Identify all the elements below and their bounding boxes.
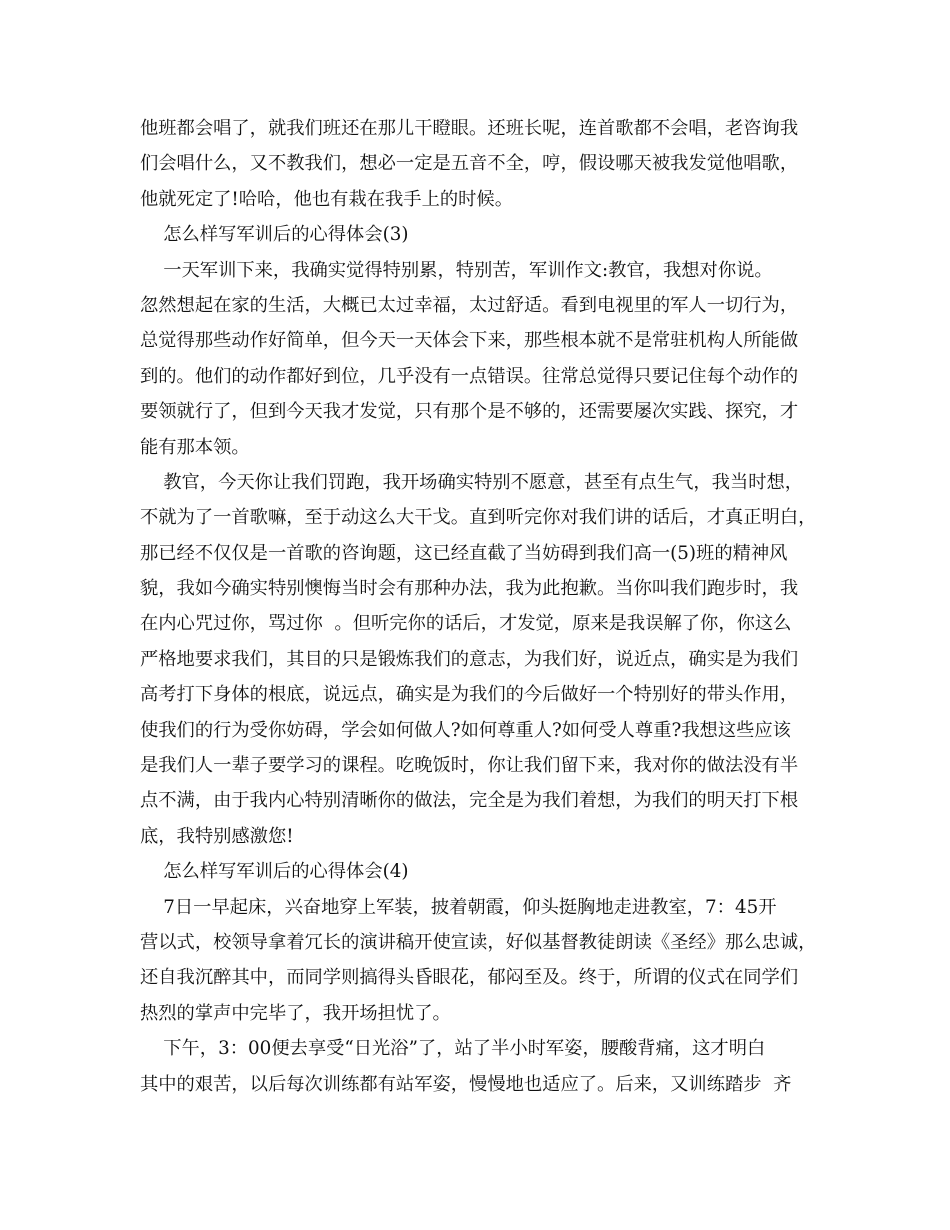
text-line: 是我们人一辈子要学习的课程。吃晚饭时，你让我们留下来，我对你的做法没有半 [140, 755, 799, 777]
text-line: 们会唱什么，又不教我们，想必一定是五音不全，哼，假设哪天被我发觉他唱歌， [140, 153, 799, 175]
text-line: 底，我特别感激您! [140, 825, 294, 847]
text-line: 教官，今天你让我们罚跑，我开场确实特别不愿意，甚至有点生气，我当时想， [140, 471, 804, 493]
text-line: 高考打下身体的根底，说远点，确实是为我们的今后做好一个特别好的带头作用， [140, 684, 799, 706]
text-line: 要领就行了，但到今天我才发觉，只有那个是不够的，还需要屡次实践、探究，才 [140, 401, 799, 423]
text-line: 一天军训下来，我确实觉得特别累，特别苦，军训作文:教官，我想对你说。 [140, 259, 773, 281]
section-heading: 怎么样写军训后的心得体会(4) [140, 861, 409, 883]
text-line: 营以式，校领导拿着冗长的演讲稿开使宣读，好似基督教徒朗读《圣经》那么忠诚， [140, 931, 817, 953]
text-line: 其中的艰苦，以后每次训练都有站军姿，慢慢地也适应了。后来，又训练踏步 齐 [140, 1073, 792, 1095]
text-line: 到的。他们的动作都好到位，几乎没有一点错误。往常总觉得只要记住每个动作的 [140, 365, 799, 387]
text-line: 能有那本领。 [140, 436, 250, 458]
text-line: 貌，我如今确实特别懊悔当时会有那种办法，我为此抱歉。当你叫我们跑步时，我 [140, 578, 799, 600]
section-heading: 怎么样写军训后的心得体会(3) [140, 224, 409, 246]
text-line: 下午，3：00便去享受“日光浴”了，站了半小时军姿，腰酸背痛，这才明白 [140, 1038, 766, 1060]
text-line: 他就死定了!哈哈，他也有栽在我手上的时候。 [140, 188, 513, 210]
text-line: 他班都会唱了，就我们班还在那儿干瞪眼。还班长呢，连首歌都不会唱，老咨询我 [140, 118, 799, 139]
text-line: 还自我沉醉其中，而同学则搞得头昏眼花，郁闷至及。终于，所谓的仪式在同学们 [140, 967, 799, 989]
text-line: 总觉得那些动作好简单，但今天一天体会下来，那些根本就不是常驻机构人所能做 [140, 330, 799, 352]
text-line: 7日一早起床，兴奋地穿上军装，披着朝霞，仰头挺胸地走进教室，7：45开 [140, 896, 777, 918]
text-line: 严格地要求我们，其目的只是锻炼我们的意志，为我们好，说近点，确实是为我们 [140, 648, 799, 670]
text-line: 使我们的行为受你妨碍，学会如何做人?如何尊重人?如何受人尊重?我想这些应该 [140, 719, 791, 741]
document-body [140, 111, 820, 1102]
text-line: 那已经不仅仅是一首歌的咨询题，这已经直截了当妨碍到我们高一(5)班的精神风 [140, 542, 788, 564]
text-line: 不就为了一首歌嘛，至于动这么大干戈。直到听完你对我们讲的话后，才真正明白， [140, 507, 817, 529]
text-line: 在内心咒过你，骂过你 。但听完你的话后，才发觉，原来是我误解了你，你这么 [140, 613, 792, 635]
text-line: 热烈的掌声中完毕了，我开场担忧了。 [140, 1002, 451, 1024]
text-line: 点不满，由于我内心特别清晰你的做法，完全是为我们着想，为我们的明天打下根 [140, 790, 799, 812]
text-line: 忽然想起在家的生活，大概已太过幸福，太过舒适。看到电视里的军人一切行为， [140, 294, 799, 316]
